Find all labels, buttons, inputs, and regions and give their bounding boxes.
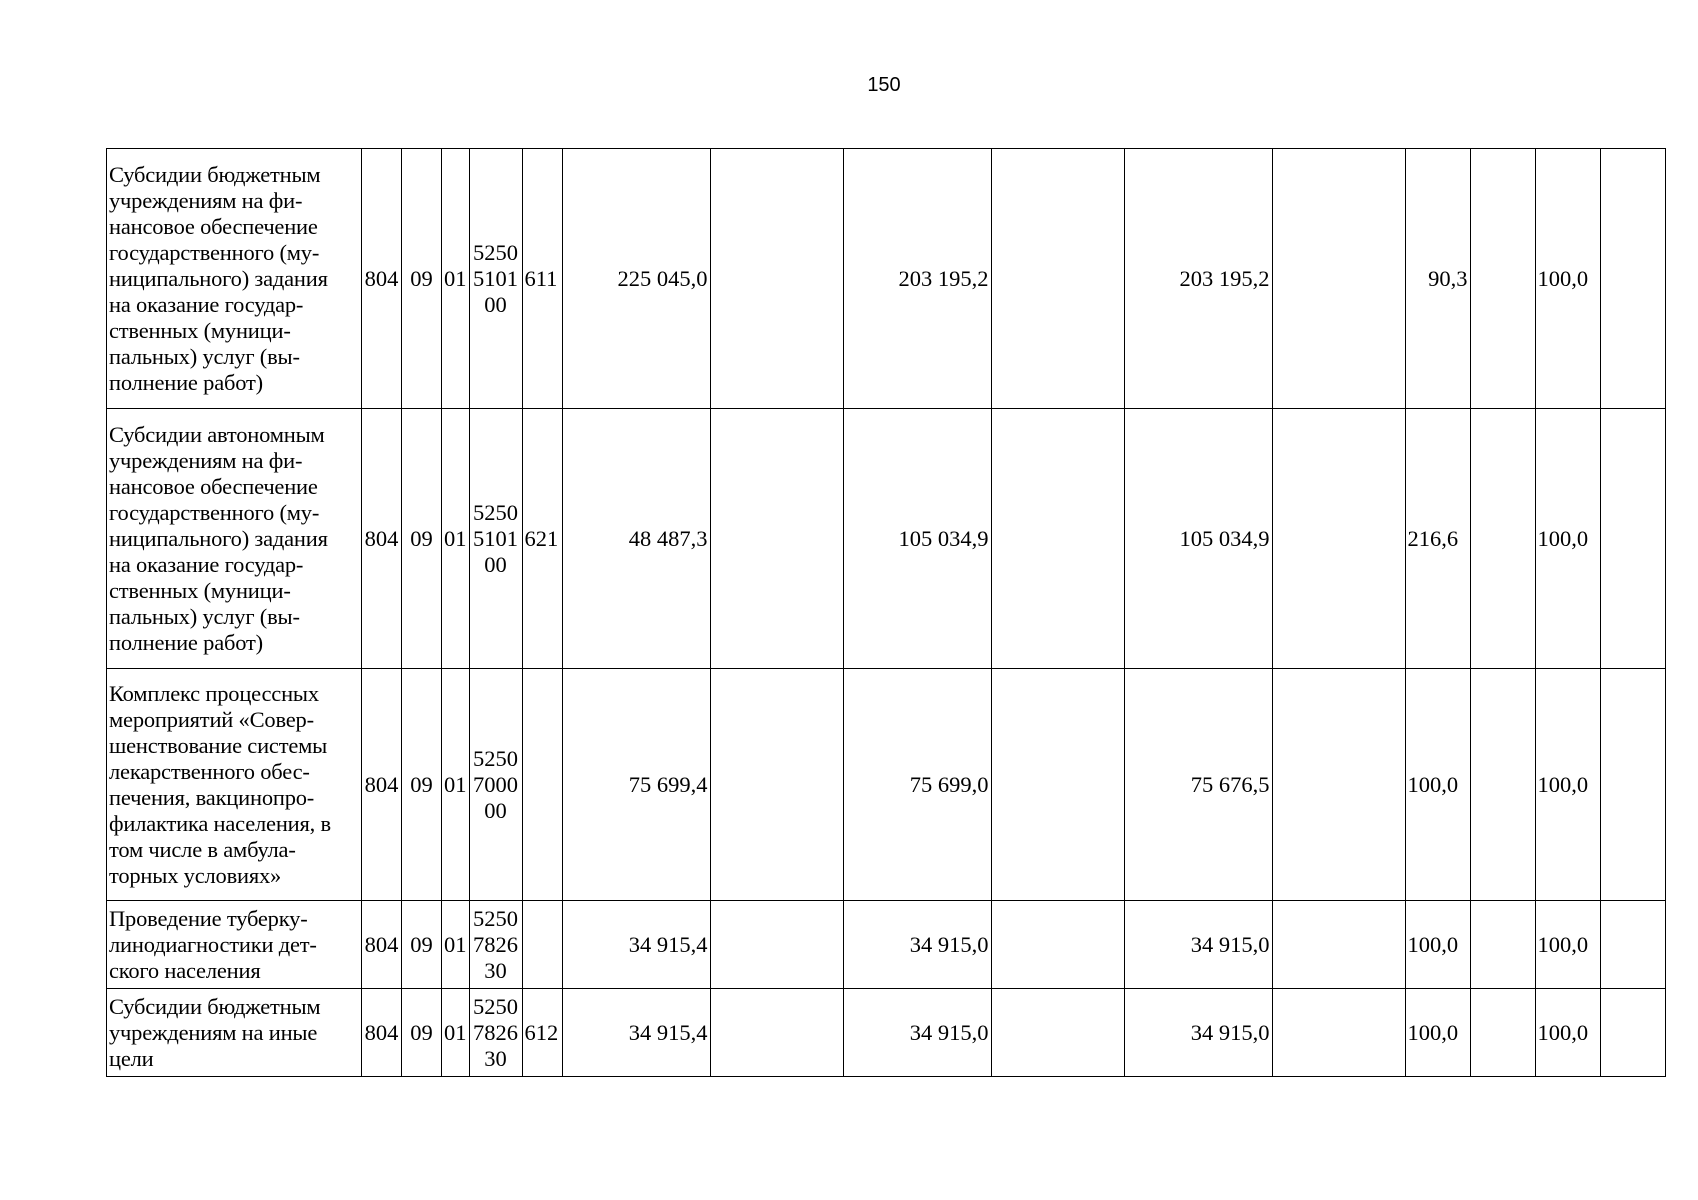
row-name-line: учреждениям на иные bbox=[109, 1019, 318, 1045]
row-name-line: ниципального) задания bbox=[109, 265, 328, 291]
empty-cell bbox=[710, 901, 843, 989]
csr-cell bbox=[469, 989, 522, 1077]
row-name-cell bbox=[107, 149, 362, 409]
row-name-line: лекарственного обес- bbox=[109, 758, 310, 784]
row-name-line: нансовое обеспечение bbox=[109, 473, 318, 499]
empty-cell bbox=[1600, 669, 1665, 901]
empty-cell bbox=[710, 989, 843, 1077]
row-name-line: шенствование системы bbox=[109, 732, 328, 758]
pr-cell: 01 bbox=[442, 989, 470, 1077]
empty-cell bbox=[1272, 901, 1405, 989]
table-row bbox=[107, 669, 1666, 901]
empty-cell bbox=[1272, 669, 1405, 901]
csr-cell bbox=[469, 149, 522, 409]
percent-cell-1: 100,0 bbox=[1405, 989, 1470, 1077]
row-name-line: том числе в амбула- bbox=[109, 836, 296, 862]
executed-cell: 203 195,2 bbox=[1124, 149, 1272, 409]
row-name-line: учреждениям на фи- bbox=[109, 187, 303, 213]
executed-cell: 34 915,0 bbox=[1124, 901, 1272, 989]
empty-cell bbox=[1470, 149, 1535, 409]
rz-cell: 09 bbox=[402, 901, 442, 989]
row-name-line: линодиагностики дет- bbox=[109, 931, 317, 957]
page-number: 150 bbox=[867, 74, 901, 96]
table-row bbox=[107, 901, 1666, 989]
row-name-line: пальных) услуг (вы- bbox=[109, 343, 300, 369]
row-name-line: полнение работ) bbox=[109, 369, 263, 395]
grbs-cell: 804 bbox=[362, 149, 402, 409]
row-name-line: печения, вакцинопро- bbox=[109, 784, 315, 810]
row-name-line: государственного (му- bbox=[109, 239, 320, 265]
vr-cell: 621 bbox=[522, 409, 562, 669]
csr-line: 5101 bbox=[473, 265, 518, 291]
row-name-cell bbox=[107, 669, 362, 901]
rz-cell: 09 bbox=[402, 149, 442, 409]
csr-line: 5250 bbox=[473, 993, 518, 1019]
approved-cell: 105 034,9 bbox=[843, 409, 991, 669]
rz-cell: 09 bbox=[402, 669, 442, 901]
csr-line: 7000 bbox=[473, 771, 518, 797]
percent-cell-1: 100,0 bbox=[1405, 901, 1470, 989]
empty-cell bbox=[1600, 901, 1665, 989]
empty-cell bbox=[1272, 989, 1405, 1077]
row-name-cell bbox=[107, 409, 362, 669]
pr-cell: 01 bbox=[442, 149, 470, 409]
row-name-cell bbox=[107, 901, 362, 989]
rz-cell: 09 bbox=[402, 989, 442, 1077]
rz-cell: 09 bbox=[402, 409, 442, 669]
empty-cell bbox=[991, 669, 1124, 901]
row-name-line: торных условиях» bbox=[109, 862, 282, 888]
plan-cell: 34 915,4 bbox=[562, 901, 710, 989]
empty-cell bbox=[710, 409, 843, 669]
empty-cell bbox=[710, 149, 843, 409]
executed-cell: 75 676,5 bbox=[1124, 669, 1272, 901]
table-row bbox=[107, 149, 1666, 409]
row-name-line: Комплекс процессных bbox=[109, 680, 319, 706]
vr-cell: 611 bbox=[522, 149, 562, 409]
vr-cell bbox=[522, 901, 562, 989]
grbs-cell: 804 bbox=[362, 901, 402, 989]
plan-cell: 75 699,4 bbox=[562, 669, 710, 901]
csr-line: 00 bbox=[484, 551, 507, 577]
percent-cell-1: 100,0 bbox=[1405, 669, 1470, 901]
empty-cell bbox=[991, 409, 1124, 669]
executed-cell: 34 915,0 bbox=[1124, 989, 1272, 1077]
csr-line: 7826 bbox=[473, 1019, 518, 1045]
empty-cell bbox=[1600, 989, 1665, 1077]
csr-line: 30 bbox=[484, 1045, 507, 1071]
grbs-cell: 804 bbox=[362, 669, 402, 901]
percent-cell-1: 216,6 bbox=[1405, 409, 1470, 669]
row-name-line: ского населения bbox=[109, 957, 261, 983]
csr-cell bbox=[469, 409, 522, 669]
row-name-line: на оказание государ- bbox=[109, 551, 304, 577]
empty-cell bbox=[1470, 669, 1535, 901]
percent-cell-2: 100,0 bbox=[1535, 901, 1600, 989]
csr-line: 5250 bbox=[473, 239, 518, 265]
plan-cell: 48 487,3 bbox=[562, 409, 710, 669]
table-row bbox=[107, 409, 1666, 669]
csr-cell bbox=[469, 901, 522, 989]
row-name-line: Субсидии автономным bbox=[109, 421, 325, 447]
csr-line: 5250 bbox=[473, 499, 518, 525]
empty-cell bbox=[991, 149, 1124, 409]
percent-cell-1: 90,3 bbox=[1405, 149, 1470, 409]
row-name-line: пальных) услуг (вы- bbox=[109, 603, 300, 629]
budget-table bbox=[106, 148, 1666, 1077]
csr-cell bbox=[469, 669, 522, 901]
row-name-line: мероприятий «Совер- bbox=[109, 706, 314, 732]
pr-cell: 01 bbox=[442, 409, 470, 669]
percent-cell-2: 100,0 bbox=[1535, 669, 1600, 901]
empty-cell bbox=[1470, 409, 1535, 669]
executed-cell: 105 034,9 bbox=[1124, 409, 1272, 669]
csr-line: 5250 bbox=[473, 745, 518, 771]
empty-cell bbox=[1470, 901, 1535, 989]
pr-cell: 01 bbox=[442, 669, 470, 901]
approved-cell: 34 915,0 bbox=[843, 901, 991, 989]
empty-cell bbox=[710, 669, 843, 901]
csr-line: 5250 bbox=[473, 905, 518, 931]
vr-cell: 612 bbox=[522, 989, 562, 1077]
pr-cell: 01 bbox=[442, 901, 470, 989]
empty-cell bbox=[1600, 409, 1665, 669]
csr-line: 00 bbox=[484, 797, 507, 823]
approved-cell: 75 699,0 bbox=[843, 669, 991, 901]
row-name-line: полнение работ) bbox=[109, 629, 263, 655]
approved-cell: 203 195,2 bbox=[843, 149, 991, 409]
row-name-line: цели bbox=[109, 1045, 154, 1071]
percent-cell-2: 100,0 bbox=[1535, 989, 1600, 1077]
row-name-line: филактика населения, в bbox=[109, 810, 331, 836]
plan-cell: 34 915,4 bbox=[562, 989, 710, 1077]
csr-line: 00 bbox=[484, 291, 507, 317]
csr-line: 30 bbox=[484, 957, 507, 983]
row-name-line: ственных (муници- bbox=[109, 317, 291, 343]
table-row bbox=[107, 989, 1666, 1077]
row-name-line: Субсидии бюджетным bbox=[109, 993, 321, 1019]
vr-cell bbox=[522, 669, 562, 901]
empty-cell bbox=[991, 989, 1124, 1077]
empty-cell bbox=[1272, 409, 1405, 669]
row-name-line: учреждениям на фи- bbox=[109, 447, 303, 473]
empty-cell bbox=[1600, 149, 1665, 409]
percent-cell-2: 100,0 bbox=[1535, 409, 1600, 669]
percent-cell-2: 100,0 bbox=[1535, 149, 1600, 409]
grbs-cell: 804 bbox=[362, 989, 402, 1077]
row-name-line: нансовое обеспечение bbox=[109, 213, 318, 239]
csr-line: 7826 bbox=[473, 931, 518, 957]
row-name-line: государственного (му- bbox=[109, 499, 320, 525]
empty-cell bbox=[1470, 989, 1535, 1077]
row-name-line: Проведение туберку- bbox=[109, 905, 308, 931]
empty-cell bbox=[991, 901, 1124, 989]
row-name-line: на оказание государ- bbox=[109, 291, 304, 317]
approved-cell: 34 915,0 bbox=[843, 989, 991, 1077]
row-name-line: Субсидии бюджетным bbox=[109, 161, 321, 187]
row-name-cell bbox=[107, 989, 362, 1077]
row-name-line: ниципального) задания bbox=[109, 525, 328, 551]
row-name-line: ственных (муници- bbox=[109, 577, 291, 603]
plan-cell: 225 045,0 bbox=[562, 149, 710, 409]
empty-cell bbox=[1272, 149, 1405, 409]
csr-line: 5101 bbox=[473, 525, 518, 551]
grbs-cell: 804 bbox=[362, 409, 402, 669]
